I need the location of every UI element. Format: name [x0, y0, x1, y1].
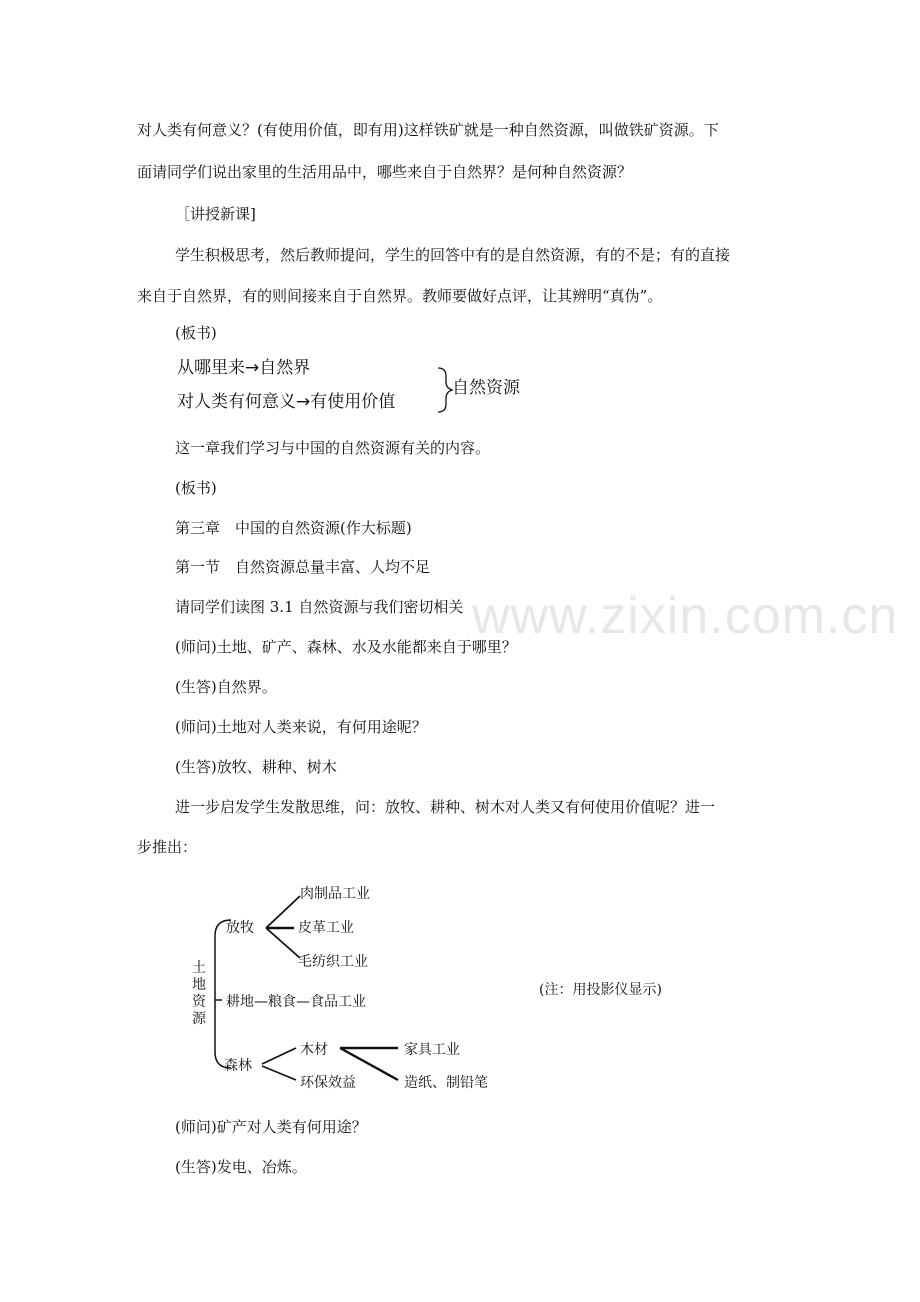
- teacher-question: (师问)土地、矿产、森林、水及水能都来自于哪里？: [175, 638, 517, 656]
- student-answer: (生答)自然界。: [175, 678, 277, 696]
- diagram-node-forest: 森林: [224, 1058, 252, 1074]
- paragraph-1-line-1: 对人类有何意义？(有使用价值，即有用)这样铁矿就是一种自然资源，叫做铁矿资源。下: [137, 121, 719, 139]
- board-row-origin: 从哪里来→自然界: [177, 358, 311, 378]
- diagram-node-leather-industry: 皮革工业: [298, 920, 354, 936]
- teacher-question: (师问)土地对人类来说，有何用途呢？: [175, 718, 427, 736]
- paragraph-3-line-1: 进一步启发学生发散思维，问：放牧、耕种、树木对人类又有何使用价值呢？进一: [175, 798, 716, 816]
- section-heading-new-lesson: ［讲授新课]: [175, 205, 256, 223]
- diagram-node-farming-chain: 耕地—粮食—食品工业: [226, 994, 366, 1010]
- diagram-node-furniture-industry: 家具工业: [404, 1042, 460, 1058]
- diagram-node-environmental-benefit: 环保效益: [300, 1075, 356, 1091]
- diagram-node-paper-pencil: 造纸、制铅笔: [404, 1075, 488, 1091]
- watermark: www.zixin.com.cn: [472, 587, 899, 645]
- board-label: (板书): [175, 324, 217, 342]
- diagram-node-grazing: 放牧: [226, 920, 254, 936]
- read-figure-instruction: 请同学们读图 3.1 自然资源与我们密切相关: [175, 598, 464, 616]
- board-row-meaning: 对人类有何意义→有使用价值: [177, 392, 396, 412]
- chapter-intro: 这一章我们学习与中国的自然资源有关的内容。: [175, 439, 491, 457]
- section-title: 第一节 自然资源总量丰富、人均不足: [175, 558, 431, 576]
- diagram-node-wool-textile-industry: 毛纺织工业: [298, 954, 368, 970]
- paragraph-2-line-2: 来自于自然界，有的则间接来自于自然界。教师要做好点评，让其辨明“真伪”。: [137, 287, 663, 305]
- paragraph-3-line-2: 步推出：: [137, 838, 198, 856]
- student-answer: (生答)放牧、耕种、树木: [175, 758, 337, 776]
- diagram-node-timber: 木材: [300, 1042, 328, 1058]
- paragraph-2-line-1: 学生积极思考，然后教师提问，学生的回答中有的是自然资源，有的不是；有的直接: [175, 246, 731, 264]
- teacher-question: (师问)矿产对人类有何用途？: [175, 1118, 367, 1136]
- chapter-title: 第三章 中国的自然资源(作大标题): [175, 519, 412, 537]
- paragraph-1-line-2: 面请同学们说出家里的生活用品中，哪些来自于自然界？是何种自然资源？: [137, 163, 633, 181]
- board-result: 自然资源: [452, 378, 520, 398]
- board-label: (板书): [175, 479, 217, 497]
- diagram-root-land-resource: 土地资源: [192, 960, 206, 1027]
- student-answer: (生答)发电、冶炼。: [175, 1158, 307, 1176]
- projector-note: (注：用投影仪显示): [539, 982, 662, 998]
- diagram-node-meat-industry: 肉制品工业: [300, 886, 370, 902]
